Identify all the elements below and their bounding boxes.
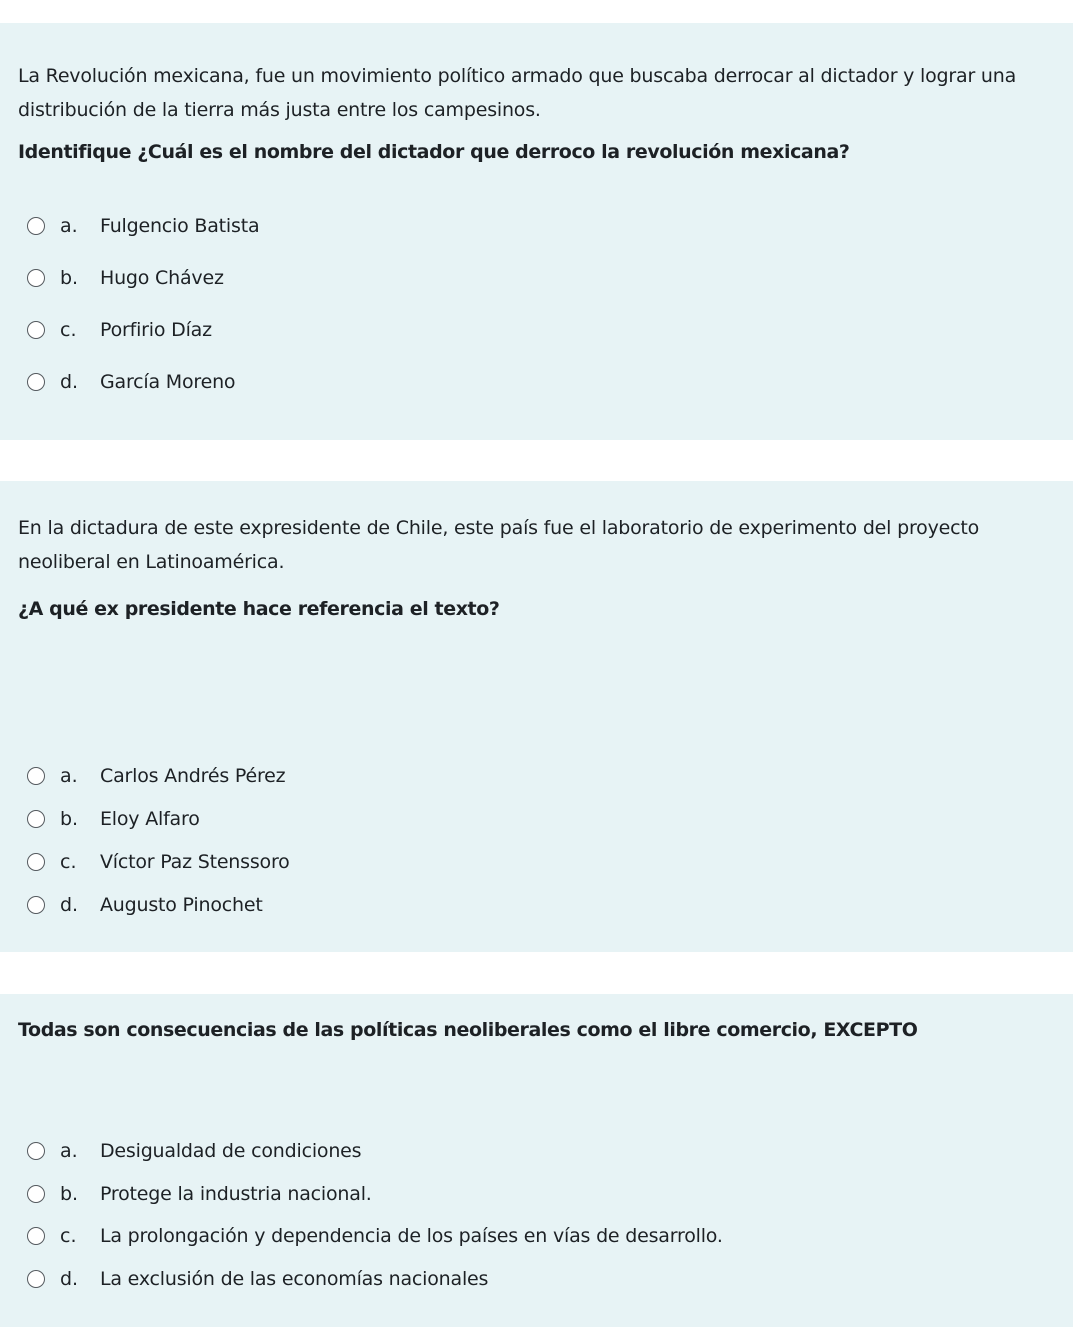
option-label: Fulgencio Batista (100, 215, 260, 237)
question-1-option-d[interactable] (27, 367, 235, 397)
option-letter: a. (60, 765, 78, 787)
option-letter: b. (60, 267, 79, 289)
radio-button[interactable] (27, 1227, 45, 1245)
option-letter: b. (60, 808, 79, 830)
radio-button[interactable] (27, 896, 45, 914)
option-label: Víctor Paz Stenssoro (100, 851, 290, 873)
question-3 (0, 994, 1073, 1327)
question-1 (0, 23, 1073, 440)
option-letter: b. (60, 1183, 79, 1205)
question-3-option-c[interactable] (27, 1221, 723, 1251)
question-1-prompt: Identifique ¿Cuál es el nombre del dictador que derroco la revolución mexicana? (18, 141, 850, 163)
question-2-prompt: ¿A qué ex presidente hace referencia el texto? (18, 598, 500, 620)
option-label: Eloy Alfaro (100, 808, 200, 830)
question-2-option-d[interactable] (27, 890, 263, 920)
question-1-intro: La Revolución mexicana, fue un movimiento político armado que buscaba derrocar al dictador y lograr una distribución de la tierra más justa entre los campesinos. (18, 65, 1017, 121)
radio-button[interactable] (27, 810, 45, 828)
question-1-option-c[interactable] (27, 315, 212, 345)
radio-button[interactable] (27, 321, 45, 339)
radio-button[interactable] (27, 373, 45, 391)
option-label: Desigualdad de condiciones (100, 1140, 362, 1162)
radio-button[interactable] (27, 767, 45, 785)
option-label: Porfirio Díaz (100, 319, 212, 341)
option-letter: a. (60, 1140, 78, 1162)
question-3-option-d[interactable] (27, 1264, 488, 1294)
question-2-intro: En la dictadura de este expresidente de Chile, este país fue el laboratorio de experimento del proyecto neoliberal en Latinoamérica. (18, 517, 980, 573)
question-1-option-b[interactable] (27, 263, 224, 293)
question-3-prompt: Todas son consecuencias de las políticas neoliberales como el libre comercio, EXCEPTO (18, 1019, 918, 1041)
radio-button[interactable] (27, 853, 45, 871)
question-3-option-a[interactable] (27, 1136, 361, 1166)
option-letter: d. (60, 371, 79, 393)
option-letter: c. (60, 851, 77, 873)
option-label: Protege la industria nacional. (100, 1183, 372, 1205)
option-letter: a. (60, 215, 78, 237)
option-letter: c. (60, 319, 77, 341)
option-letter: d. (60, 1268, 79, 1290)
radio-button[interactable] (27, 1185, 45, 1203)
radio-button[interactable] (27, 269, 45, 287)
radio-button[interactable] (27, 1270, 45, 1288)
question-1-option-a[interactable] (27, 211, 259, 241)
question-2-option-a[interactable] (27, 761, 285, 791)
option-label: La prolongación y dependencia de los países en vías de desarrollo. (100, 1225, 723, 1247)
option-label: García Moreno (100, 371, 236, 393)
option-label: Hugo Chávez (100, 267, 224, 289)
radio-button[interactable] (27, 1142, 45, 1160)
option-label: La exclusión de las economías nacionales (100, 1268, 489, 1290)
radio-button[interactable] (27, 217, 45, 235)
option-label: Carlos Andrés Pérez (100, 765, 286, 787)
option-label: Augusto Pinochet (100, 894, 263, 916)
option-letter: d. (60, 894, 79, 916)
question-2-option-c[interactable] (27, 847, 290, 877)
option-letter: c. (60, 1225, 77, 1247)
question-2 (0, 481, 1073, 952)
question-2-option-b[interactable] (27, 804, 200, 834)
question-3-option-b[interactable] (27, 1179, 372, 1209)
